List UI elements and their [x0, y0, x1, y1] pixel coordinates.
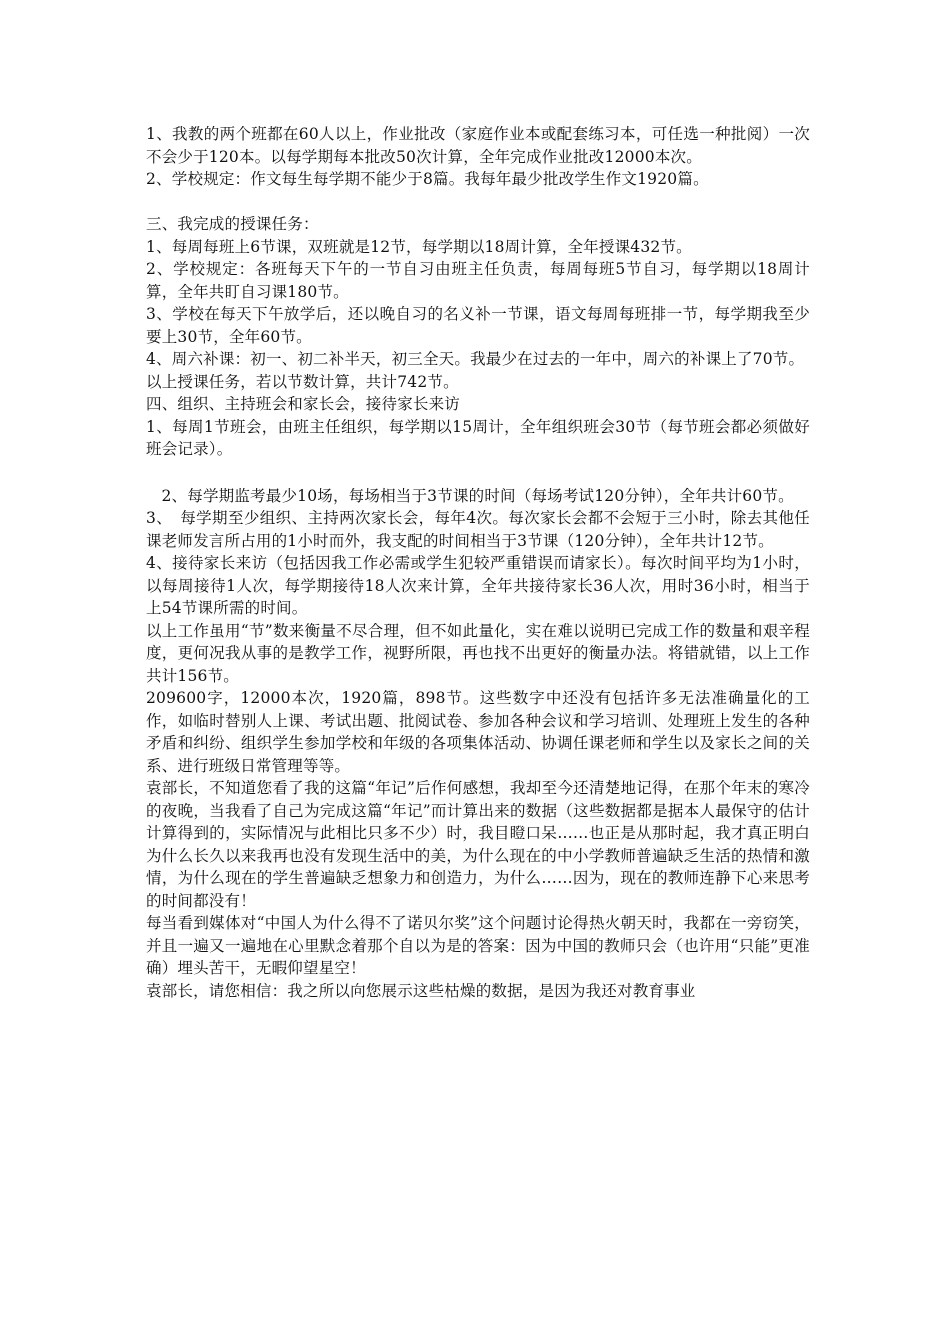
paragraph-homework-grading: 1、我教的两个班都在60人以上，作业批改（家庭作业本或配套练习本，可任选一种批阅）一次不会少于120本。以每学期每本批改50次计算，全年完成作业批改12000本次。 — [146, 125, 810, 166]
paragraph-teaching-total: 以上授课任务，若以节数计算，共计742节。 — [146, 372, 459, 391]
paragraph-essay-grading: 2、学校规定：作文每生每学期不能少于8篇。我每年最少批改学生作文1920篇。 — [146, 170, 709, 188]
section-heading-meetings: 四、组织、主持班会和家长会，接待家长来访 — [146, 395, 461, 413]
section-heading-teaching-tasks: 三、我完成的授课任务： — [146, 215, 319, 233]
paragraph-evening-class: 3、学校在每天下午放学后，还以晚自习的名义补一节课，语文每周每班排一节，每学期我至少要上30节，全年60节。 — [146, 305, 810, 346]
paragraph-work-total: 以上工作虽用“节”数来衡量不尽合理，但不如此量化，实在难以说明已完成工作的数量和艰辛程度，更何况我从事的是教学工作，视野所限，再也找不出更好的衡量办法。将错就错，以上工作共计156节。 — [146, 621, 810, 685]
paragraph-weekly-classes: 1、每周每班上6节课，双班就是12节，每学期以18周计算，全年授课432节。 — [146, 237, 692, 256]
paragraph-nobel-prize: 每当看到媒体对“中国人为什么得不了诺贝尔奖”这个问题讨论得热火朝天时，我都在一旁窃笑，并且一遍又一遍地在心里默念着那个自以为是的答案：因为中国的教师只会（也许用“只能”更准确）埋头苦干，无暇仰望星空！ — [146, 914, 810, 977]
paragraph-summary-figures: 209600字，12000本次，1920篇，898节。这些数字中还没有包括许多无法准确量化的工作，如临时替别人上课、考试出题、批阅试卷、参加各种会议和学习培训、处理班上发生的各种矛盾和纠纷、组织学生参加学校和年级的各项集体活动、协调任课老师和学生以及家长之间的关系、进行班级日常管理等等。 — [146, 689, 810, 775]
spacer — [146, 461, 810, 485]
paragraph-closing: 袁部长，请您相信：我之所以向您展示这些枯燥的数据，是因为我还对教育事业 — [146, 981, 696, 1000]
spacer — [146, 191, 810, 214]
paragraph-parent-meetings: 3、 每学期至少组织、主持两次家长会，每年4次。每次家长会都不会短于三小时，除去其他任课老师发言所占用的1小时而外，我支配的时间相当于3节课（120分钟），全年共计12节。 — [146, 509, 810, 550]
paragraph-self-study: 2、学校规定：各班每天下午的一节自习由班主任负责，每周每班5节自习，每学期以18周计算，全年共盯自习课180节。 — [146, 260, 810, 301]
paragraph-saturday-class: 4、周六补课：初一、初二补半天，初三全天。我最少在过去的一年中，周六的补课上了70节。 — [146, 350, 805, 368]
paragraph-class-meetings: 1、每周1节班会，由班主任组织，每学期以15周计，全年组织班会30节（每节班会都必须做好班会记录）。 — [146, 417, 810, 458]
document-body — [146, 123, 810, 1002]
paragraph-reflection: 袁部长，不知道您看了我的这篇“年记”后作何感想，我却至今还清楚地记得，在那个年末的寒冷的夜晚，当我看了自己为完成这篇“年记”而计算出来的数据（这些数据都是据本人最保守的估计计算得到的，实际情况与此相比只多不少）时，我目瞪口呆……也正是从那时起，我才真正明白为什么长久以来我再也没有发现生活中的美，为什么现在的中小学教师普遍缺乏生活的热情和激情，为什么现在的学生普遍缺乏想象力和创造力，为什么……因为，现在的教师连静下心来思考的时间都没有！ — [146, 779, 810, 910]
paragraph-parent-visits: 4、接待家长来访（包括因我工作必需或学生犯较严重错误而请家长）。每次时间平均为1小时，以每周接待1人次，每学期接待18人次来计算，全年共接待家长36人次，用时36小时，相当于上54节课所需的时间。 — [146, 554, 810, 617]
paragraph-exam-proctoring: 2、每学期监考最少10场，每场相当于3节课的时间（每场考试120分钟），全年共计60节。 — [161, 486, 794, 505]
